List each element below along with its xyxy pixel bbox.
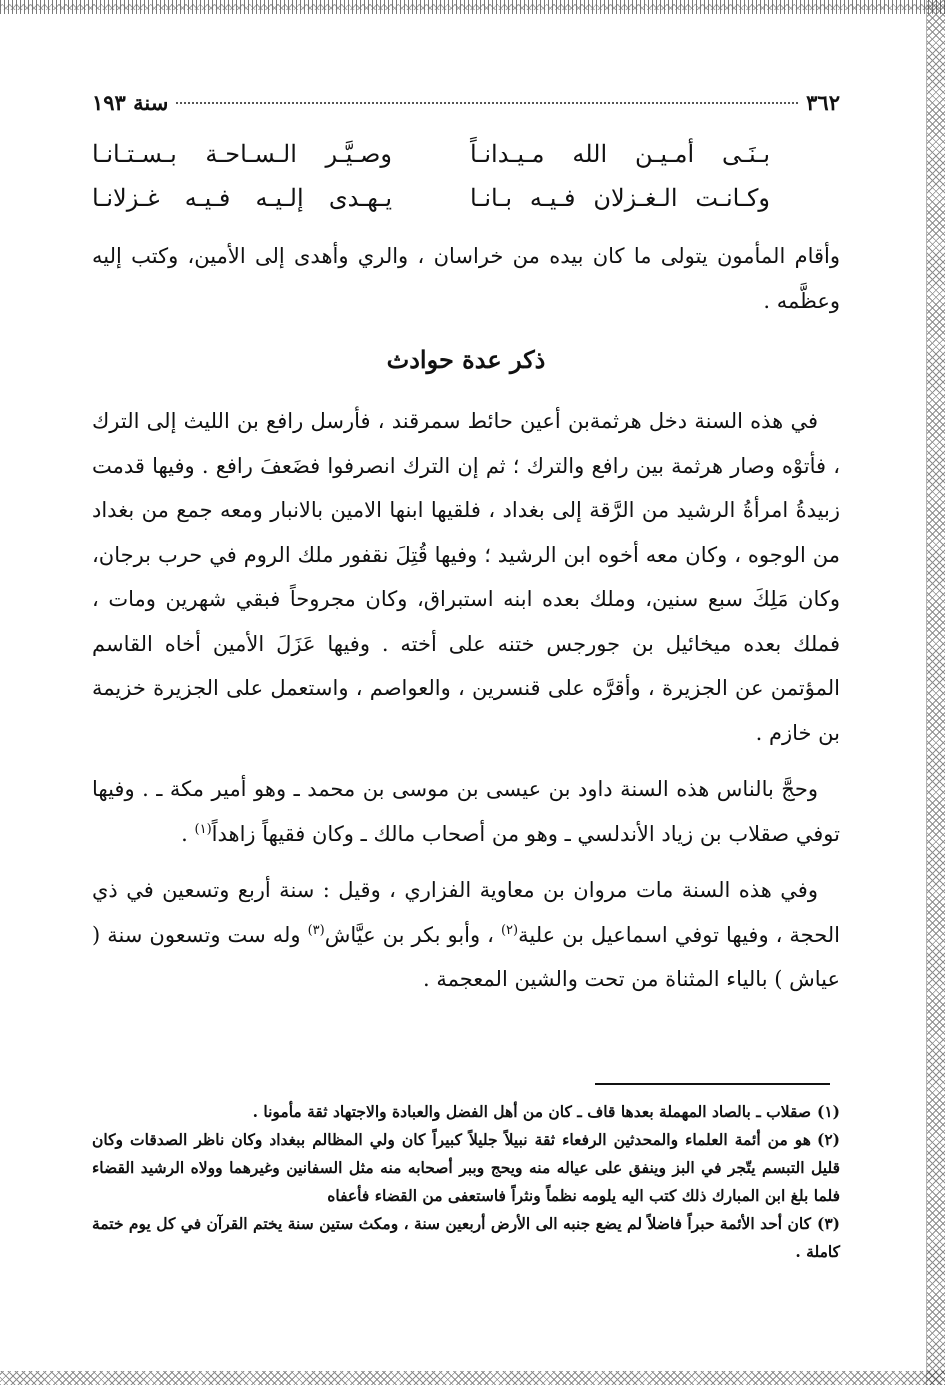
paragraph-events: في هذه السنة دخل هرثمةبن أعين حائط سمرقند ، فأرسل رافع بن الليث إلى الترك ، فأتوْه وصار هرثمة بين رافع والترك ؛ ثم إن الترك انصرفوا فضَعفَ رافع . وفيها قدمت زبيدةُ امرأةُ الرشيد من الرَّقة إلى بغداد ، فلقيها ابنها الامين بالانبار ومعه جمع من بغداد من الوجوه ، وكان معه أخوه ابن الرشيد ؛ وفيها قُتِلَ نقفور ملك الروم في حرب برجان، وكان مَلِكَ سبع سنين، وملك بعده ابنه استبراق، وكان مجروحاً فبقي شهرين ومات ، فملك بعده ميخائيل بن جورجس ختنه على أخته . وفيها عَزَلَ الأمين أخاه القاسم المؤتمن عن الجزيرة ، وأقرَّه على قنسرين ، والعواصم ، واستعمل على الجزيرة خزيمة بن خازم . (92, 409, 840, 745)
poem-line (92, 140, 840, 184)
poem-hemistich-right: بـنَـى أمـيـن الله مـيـدانـاً (470, 140, 770, 168)
footnote-text: هو من أئمة العلماء والمحدثين الرفعاء ثقة نبيلاً جليلاً كبيراً كان ولي المظالم ببغداد وكان ناظر الصدقات وكان قليل التبسم يتّجر في البز وينفق على عياله منه ويحج وببر أصحابه منه مثل السفانين وغيرهما وولاه الرشيد القضاء فلما بلغ ابن المبارك ذلك كتب اليه يلومه نظماً ونثراً فاستعفى من القضاء فأعفاه (92, 1130, 840, 1205)
paragraph-deaths-text-c: وله ست وتسعون سنة ( عياش ) بالياء المثناة من تحت والشين المعجمة . (92, 922, 840, 991)
poem-hemistich-left: يـهـدى إلـيـه فـيـه غـزلانـا (92, 184, 392, 212)
footnote-number: (٢) (816, 1130, 840, 1149)
footnote-ref-3[interactable]: (٣) (307, 922, 325, 938)
paragraph-deaths-text-b: ، وأبو بكر بن عيَّاش (324, 922, 494, 947)
decorative-right-border (926, 0, 945, 1385)
page-body (92, 90, 840, 1002)
paragraph-hajj-text: وحجَّ بالناس هذه السنة داود بن عيسى بن موسى بن محمد ـ وهو أمير مكة ـ . وفيها توفي صقلاب بن زياد الأندلسي ـ وهو من أصحاب مالك ـ وكان فقيهاً زاهداً (92, 777, 840, 846)
footnote-ref-1[interactable]: (١) (194, 821, 212, 837)
poem-hemistich-right: وكـانـت الـغـزلان فـيـه بـانـا (470, 184, 770, 212)
footnote-number: (٣) (816, 1214, 840, 1233)
footnote-ref-2[interactable]: (٢) (500, 922, 519, 938)
decorative-top-border (0, 0, 945, 14)
footnote-text: كان أحد الأئمة حبراً فاضلاً لم يضع جنبه الى الأرض أربعين سنة ، ومكث ستين سنة يختم القرآن في كل يوم ختمة كاملة . (92, 1214, 840, 1261)
section-title: ذكر عدة حوادث (386, 345, 546, 374)
header-dotted-leader (176, 102, 798, 104)
intro-paragraph: وأقام المأمون يتولى ما كان بيده من خراسان ، والري وأهدى إلى الأمين، وكتب إليه وعظَّمه . (92, 244, 840, 313)
paragraph-hajj: وحجَّ بالناس هذه السنة داود بن عيسى بن موسى بن محمد ـ وهو أمير مكة ـ . وفيها توفي صقلاب بن زياد الأندلسي ـ وهو من أصحاب مالك ـ وكان فقيهاً زاهداً$^{(١)}$ . (92, 777, 840, 846)
poem-hemistich-left: وصـيَّـر الـسـاحـة بـسـتـانـا (92, 140, 392, 168)
footnote-separator (595, 1083, 830, 1085)
paragraph-gap (92, 755, 840, 767)
footnotes (92, 1098, 840, 1266)
year-label: سنة ١٩٣ (92, 90, 169, 115)
footnote-3 (92, 1210, 840, 1266)
footnote-1 (92, 1098, 840, 1126)
page-number: ٣٦٢ (806, 90, 840, 115)
decorative-bottom-border (0, 1371, 945, 1385)
footnote-2 (92, 1126, 840, 1210)
paragraph-deaths (92, 868, 840, 1002)
footnote-number: (١) (816, 1102, 840, 1121)
running-header (92, 90, 840, 124)
poem-line (92, 184, 840, 228)
paragraph-deaths-text-a: وفي هذه السنة مات مروان بن معاوية الفزاري ، وقيل : سنة أربع وتسعين في ذي الحجة ، وفيها توفي اسماعيل بن علية (92, 878, 840, 947)
paragraph-gap (92, 856, 840, 868)
footnote-text: صقلاب ـ بالصاد المهملة بعدها قاف ـ كان من أهل الفضل والعبادة والاجتهاد ثقة مأمونا . (252, 1102, 811, 1121)
poem (92, 140, 840, 228)
